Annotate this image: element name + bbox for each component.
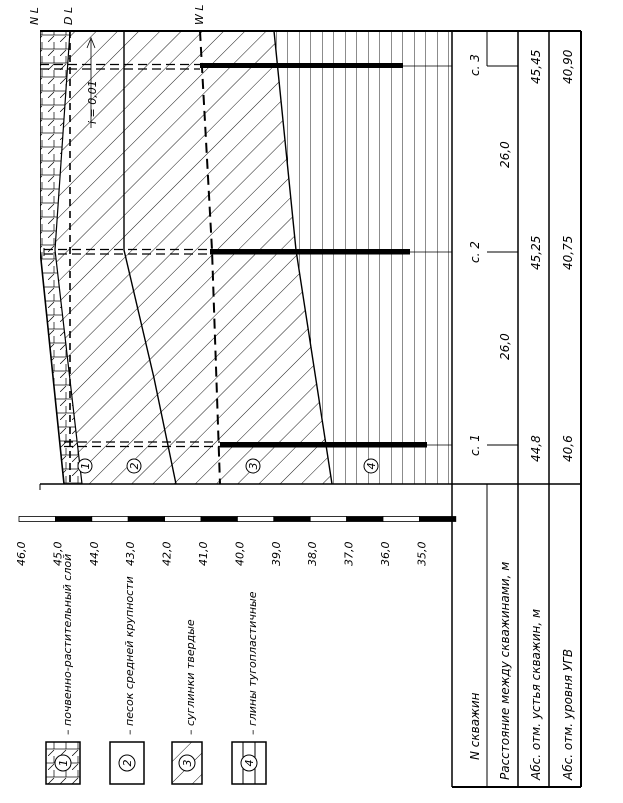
scale-segment — [383, 517, 419, 522]
scale-tick-label: 42,0 — [160, 541, 174, 566]
svg-text:4: 4 — [365, 462, 378, 470]
elevation-scale — [15, 484, 456, 566]
mouth-elevation-2: 45,25 — [529, 235, 543, 270]
mouth-elevation-1: 44,8 — [529, 435, 543, 462]
section-profile — [28, 4, 452, 484]
legend-item-clay — [232, 591, 266, 784]
scale-tick-label: 46,0 — [15, 541, 28, 566]
well-name-1: с. 1 — [468, 434, 482, 456]
nl-label: N L — [28, 7, 41, 25]
scale-segment — [128, 517, 164, 522]
scale-segment — [201, 517, 237, 522]
legend-num-2: 2 — [121, 759, 134, 767]
distance-2-3: 26,0 — [498, 141, 512, 168]
row-header-distance: Расстояние между скважинами, м — [498, 561, 512, 780]
legend-text-2: – песок средней крупности — [123, 576, 136, 735]
legend-text-1: – почвенно-растительный слой — [61, 553, 74, 735]
legend-text-3: – суглинки твердые — [184, 619, 197, 735]
layer-marker-3 — [246, 459, 260, 473]
legend-item-sand — [110, 576, 144, 784]
mouth-elevation-3: 45,45 — [529, 49, 543, 84]
scale-tick-label: 41,0 — [197, 541, 210, 566]
scale-tick-label: 38,0 — [306, 541, 320, 566]
legend-num-4: 4 — [243, 759, 256, 767]
scale-segment — [274, 517, 310, 522]
gwl-elevation-1: 40,6 — [561, 435, 575, 462]
scale-segment — [55, 517, 91, 522]
scale-segment — [165, 517, 201, 522]
gwl-elevation-2: 40,75 — [561, 235, 575, 270]
legend-item-soil — [46, 554, 80, 784]
scale-tick-label: 43,0 — [124, 541, 138, 566]
scale-segment — [347, 517, 383, 522]
legend-num-3: 3 — [181, 759, 194, 767]
scale-tick-label: 37,0 — [342, 541, 356, 566]
layer-marker-1 — [78, 459, 92, 473]
scale-segment — [92, 517, 128, 522]
dl-label: D L — [62, 6, 75, 25]
row-header-well-number: N скважин — [468, 692, 482, 760]
scale-tick-label: 35,0 — [415, 541, 429, 566]
legend-num-1: 1 — [57, 759, 70, 767]
legend-item-loam — [172, 619, 202, 784]
scale-segment — [419, 517, 455, 522]
scale-segment — [19, 517, 55, 522]
well-name-3: с. 3 — [468, 54, 482, 76]
svg-text:3: 3 — [247, 462, 260, 470]
scale-tick-label: 39,0 — [269, 541, 283, 566]
scale-segment — [310, 517, 346, 522]
svg-text:1: 1 — [79, 462, 92, 470]
legend — [46, 554, 266, 784]
scale-tick-label: 36,0 — [379, 541, 392, 566]
layer-marker-2 — [127, 459, 141, 473]
scale-segment — [237, 517, 273, 522]
scale-tick-label: 44,0 — [87, 541, 101, 566]
scale-tick-label: 40,0 — [233, 541, 247, 566]
slope-label: i = 0,01 — [86, 80, 99, 124]
svg-text:2: 2 — [128, 462, 141, 470]
wl-label: W L — [193, 4, 206, 25]
scale-tick-label: 45,0 — [51, 541, 65, 566]
well-name-2: с. 2 — [468, 241, 482, 263]
legend-text-4: – глины тугопластичные — [246, 591, 259, 735]
distance-1-2: 26,0 — [498, 333, 512, 360]
row-header-gwl-elevation: Абс. отм. уровня УГВ — [561, 648, 575, 780]
row-header-mouth-elevation: Абс. отм. устья скважин, м — [529, 608, 543, 780]
gwl-elevation-3: 40,90 — [561, 49, 575, 84]
layer-marker-4 — [364, 459, 378, 473]
borehole-table — [452, 31, 581, 787]
